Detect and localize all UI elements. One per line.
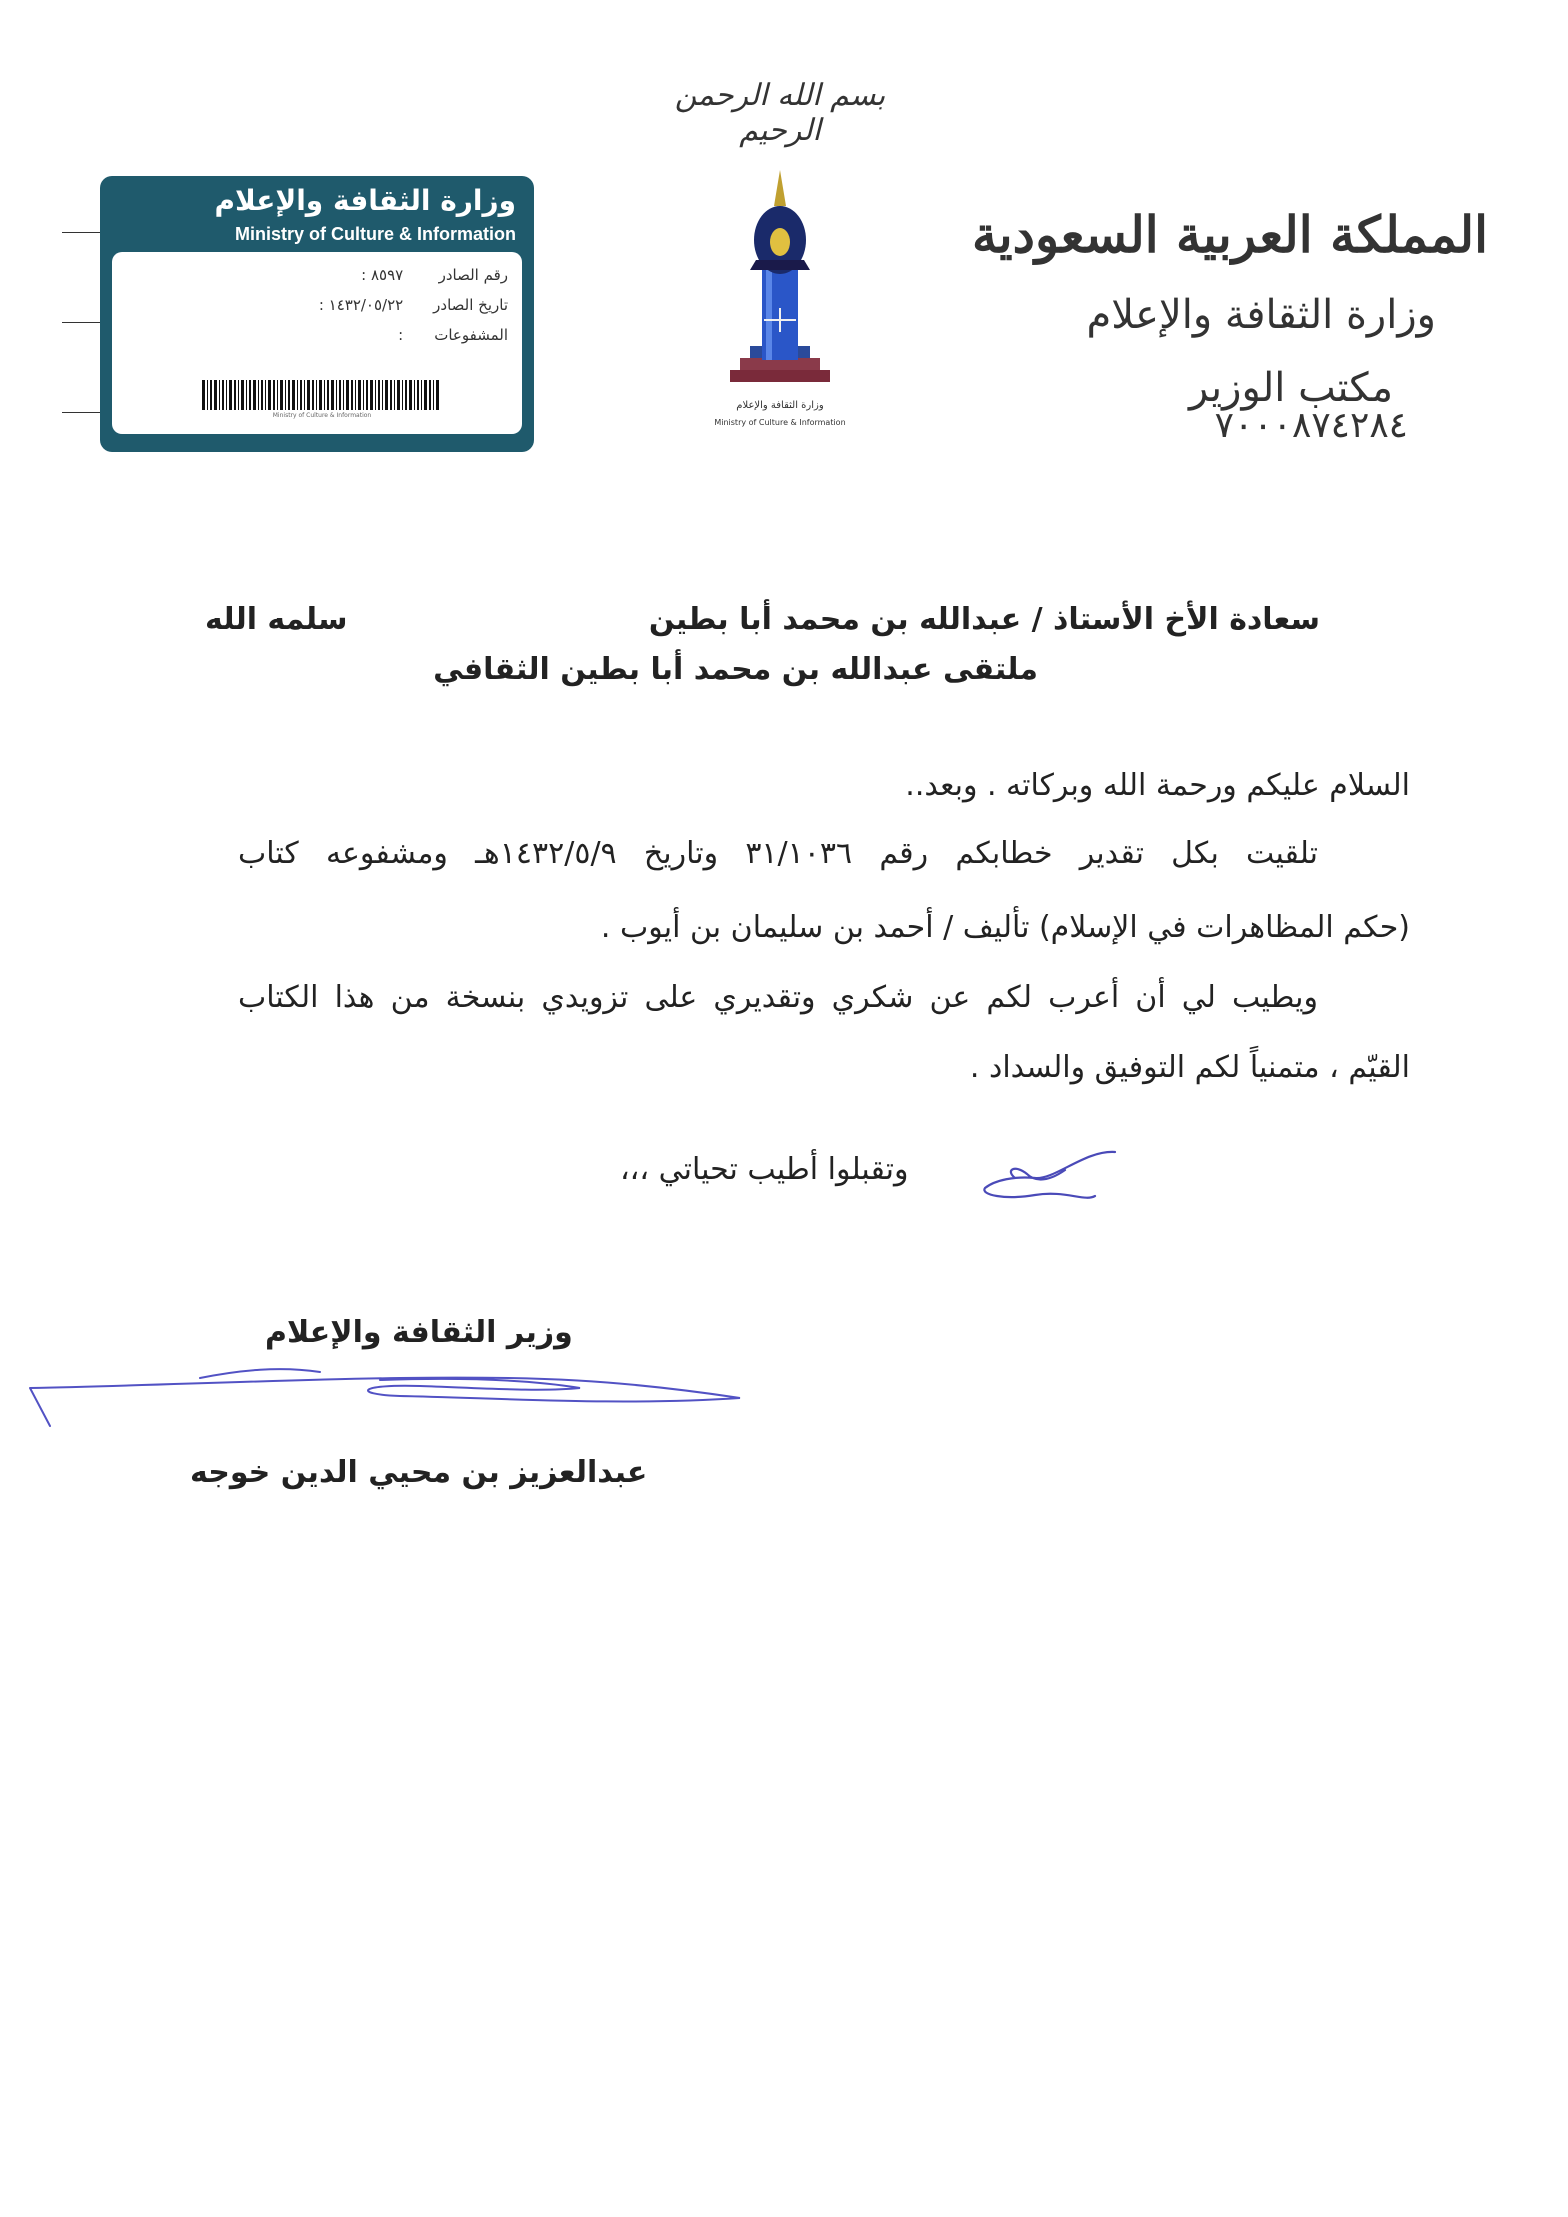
stamp-outgoing-label: رقم الصادر xyxy=(438,266,508,284)
ministry-name: وزارة الثقافة والإعلام xyxy=(1086,292,1436,338)
stamp-date-label: تاريخ الصادر xyxy=(433,296,508,314)
stamp-date-value: ١٤٣٢/٠٥/٢٢ : xyxy=(318,296,404,314)
margin-tick xyxy=(62,232,100,233)
closing-line: وتقبلوا أطيب تحياتي ،،، xyxy=(620,1152,909,1187)
barcode-icon xyxy=(202,380,442,410)
body-paragraph-line: القيّم ، متمنياً لكم التوفيق والسداد . xyxy=(969,1050,1410,1085)
office-phone: ٧٠٠٠٨٧٤٢٨٤ xyxy=(1214,405,1408,446)
signer-title: وزير الثقافة والإعلام xyxy=(265,1315,573,1350)
signer-name: عبدالعزيز بن محيي الدين خوجه xyxy=(190,1455,648,1490)
recipient-greeting: سلمه الله xyxy=(205,602,348,637)
margin-tick xyxy=(62,322,100,323)
logo-caption-arabic: وزارة الثقافة والإعلام xyxy=(736,400,824,411)
stamp-outgoing-value: ٨٥٩٧ : xyxy=(361,266,404,284)
kingdom-name: المملكة العربية السعودية xyxy=(971,205,1488,264)
stamp-fields-panel xyxy=(112,252,522,434)
stamp-title-english: Ministry of Culture & Information xyxy=(235,224,516,244)
margin-tick xyxy=(62,412,100,413)
outgoing-stamp xyxy=(100,176,534,452)
stamp-attachments-value: : xyxy=(398,326,404,344)
basmala: بسم الله الرحمن الرحيم xyxy=(674,78,886,148)
handwritten-initials-icon xyxy=(975,1140,1125,1210)
handwritten-signature-icon xyxy=(20,1358,760,1448)
stamp-row-attachments xyxy=(128,326,508,344)
logo-caption-english: Ministry of Culture & Information xyxy=(714,418,846,427)
stamp-row-date xyxy=(128,296,508,314)
body-paragraph-line: تلقيت بكل تقدير خطابكم رقم ٣١/١٠٣٦ وتاريخ ١٤٣٢/٥/٩هـ ومشفوعه كتاب xyxy=(238,836,1318,871)
recipient-line: سعادة الأخ الأستاذ / عبدالله بن محمد أبا بطين xyxy=(648,602,1320,637)
office-name: مكتب الوزير xyxy=(1188,365,1393,411)
stamp-title-arabic: وزارة الثقافة والإعلام xyxy=(214,184,516,217)
body-salutation: السلام عليكم ورحمة الله وبركاته . وبعد.. xyxy=(905,768,1410,803)
ministry-logo-icon xyxy=(700,170,860,430)
body-paragraph-line: (حكم المظاهرات في الإسلام) تأليف / أحمد بن سليمان بن أيوب . xyxy=(600,910,1410,945)
barcode-caption: Ministry of Culture & Information xyxy=(272,412,372,419)
stamp-attachments-label: المشفوعات xyxy=(434,326,508,344)
stamp-row-outgoing xyxy=(128,266,508,284)
forum-name: ملتقى عبدالله بن محمد أبا بطين الثقافي xyxy=(433,652,1038,687)
body-paragraph-line: ويطيب لي أن أعرب لكم عن شكري وتقديري على تزويدي بنسخة من هذا الكتاب xyxy=(238,980,1318,1015)
